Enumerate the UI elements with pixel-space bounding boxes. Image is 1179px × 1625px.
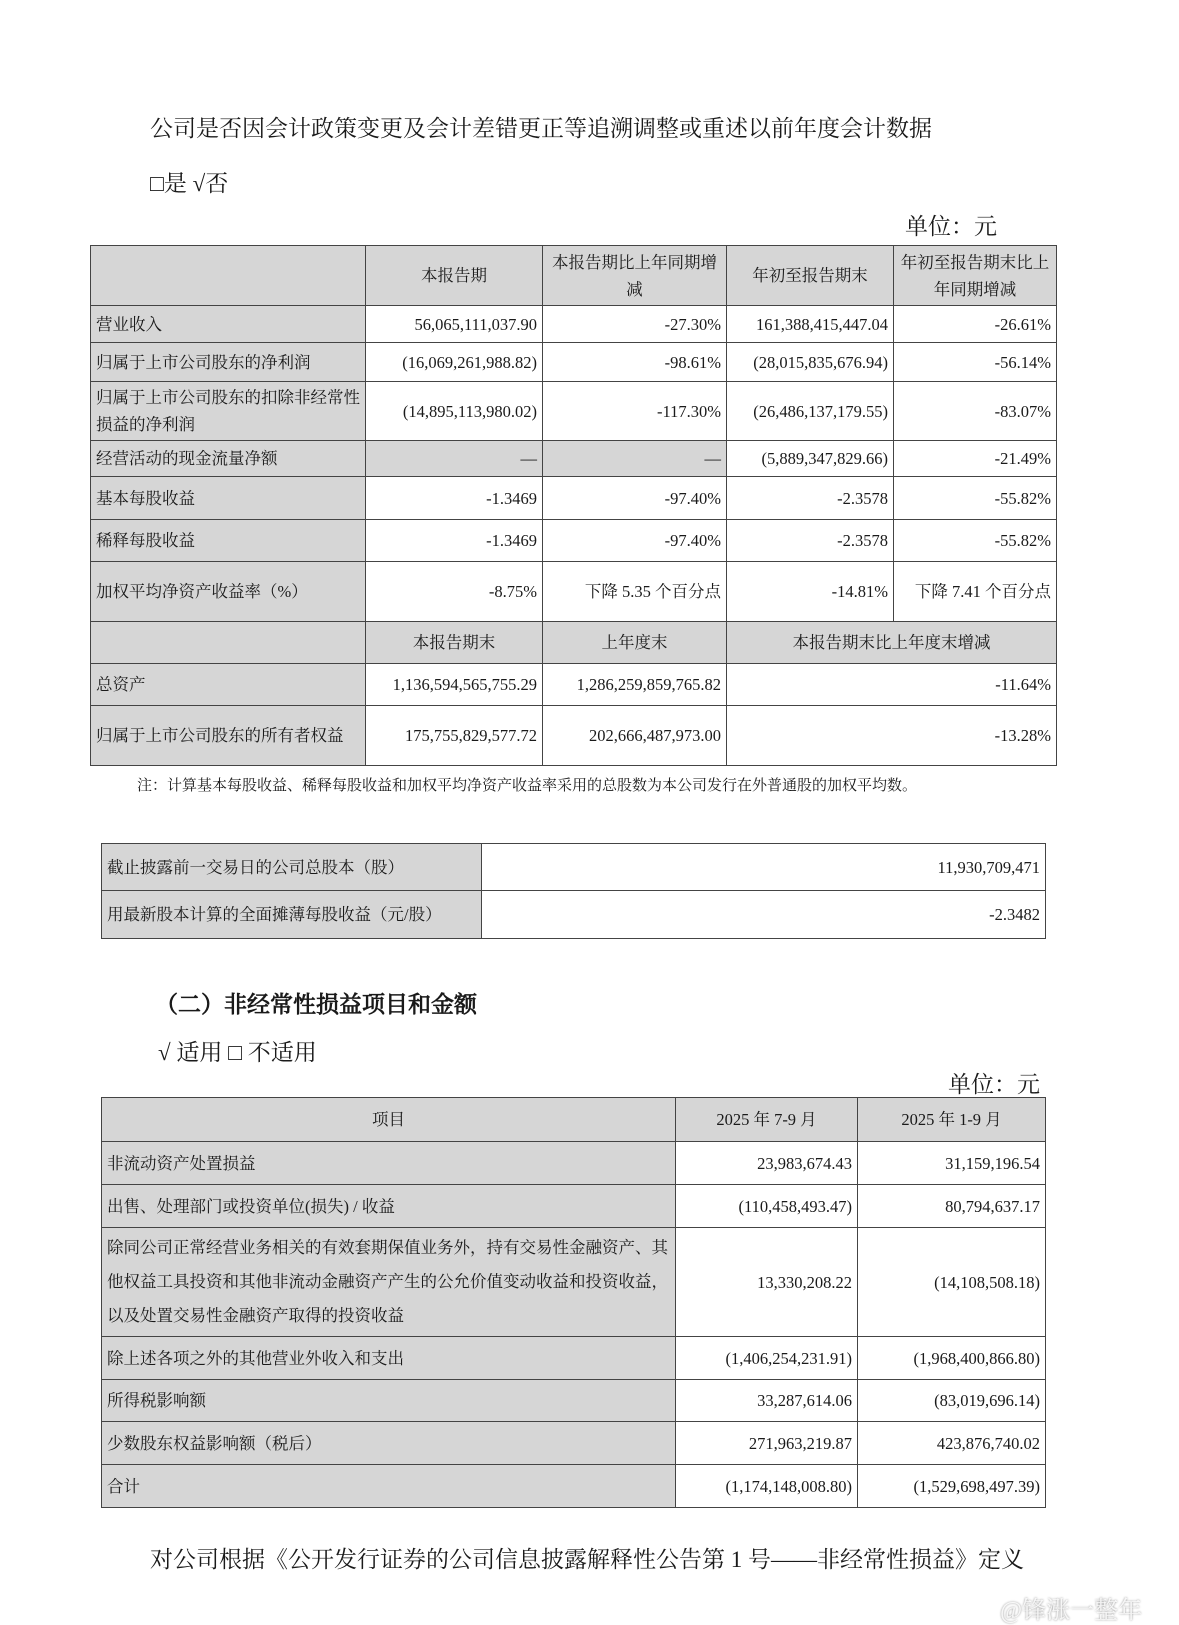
row-label: 用最新股本计算的全面摊薄每股收益（元/股）: [102, 891, 482, 939]
table-row: [102, 1380, 1046, 1422]
header-cell: 年初至报告期末: [727, 246, 894, 306]
header-cell: 2025 年 7-9 月: [676, 1098, 858, 1142]
cell: (1,968,400,866.80): [858, 1337, 1046, 1380]
cell: (1,529,698,497.39): [858, 1465, 1046, 1508]
table-row: [91, 664, 1057, 706]
unit-label: 单位：元: [905, 214, 997, 239]
row-label: 出售、处理部门或投资单位(损失) / 收益: [102, 1185, 676, 1228]
row-label: 基本每股收益: [91, 477, 366, 520]
cell: —: [543, 441, 727, 477]
cell: -26.61%: [894, 306, 1057, 343]
cell: -55.82%: [894, 520, 1057, 562]
table-row: [91, 706, 1057, 766]
cell: 1,286,259,859,765.82: [543, 664, 727, 706]
cell: (83,019,696.14): [858, 1380, 1046, 1422]
cell: (28,015,835,676.94): [727, 343, 894, 382]
row-label: 归属于上市公司股东的扣除非经常性损益的净利润: [91, 382, 366, 441]
cell: -2.3482: [482, 891, 1046, 939]
restatement-question: 公司是否因会计政策变更及会计差错更正等追溯调整或重述以前年度会计数据: [150, 116, 932, 141]
table-row: [102, 1465, 1046, 1508]
row-label: 归属于上市公司股东的净利润: [91, 343, 366, 382]
table-row: [91, 562, 1057, 622]
table-row: [102, 1337, 1046, 1380]
cell: -1.3469: [366, 520, 543, 562]
table-header-row: [91, 622, 1057, 664]
cell: 23,983,674.43: [676, 1142, 858, 1185]
header-cell: 项目: [102, 1098, 676, 1142]
section-title: （二）非经常性损益项目和金额: [155, 992, 477, 1017]
cell: (26,486,137,179.55): [727, 382, 894, 441]
row-label: 合计: [102, 1465, 676, 1508]
cell: -97.40%: [543, 520, 727, 562]
applicable-status: √ 适用 □ 不适用: [158, 1040, 317, 1065]
restatement-answer: □是 √否: [150, 171, 229, 196]
header-cell: 2025 年 1-9 月: [858, 1098, 1046, 1142]
cell: -1.3469: [366, 477, 543, 520]
header-cell: 本报告期末比上年度末增减: [727, 622, 1057, 664]
cell: 202,666,487,973.00: [543, 706, 727, 766]
header-cell: 本报告期比上年同期增减: [543, 246, 727, 306]
cell: -13.28%: [727, 706, 1057, 766]
table-header-row: [91, 246, 1057, 306]
cell: -55.82%: [894, 477, 1057, 520]
watermark: @锋涨一整年: [1000, 1598, 1143, 1624]
row-label: 非流动资产处置损益: [102, 1142, 676, 1185]
cell: (14,108,508.18): [858, 1228, 1046, 1337]
table-row: [91, 306, 1057, 343]
table-row: [102, 891, 1046, 939]
cell: -27.30%: [543, 306, 727, 343]
row-label: 总资产: [91, 664, 366, 706]
share-capital-table: [101, 843, 1046, 939]
cell: (110,458,493.47): [676, 1185, 858, 1228]
cell: (16,069,261,988.82): [366, 343, 543, 382]
cell: -21.49%: [894, 441, 1057, 477]
table-row: [91, 441, 1057, 477]
cell: -11.64%: [727, 664, 1057, 706]
row-label: 营业收入: [91, 306, 366, 343]
header-cell: 上年度末: [543, 622, 727, 664]
table-row: [91, 343, 1057, 382]
cell: 80,794,637.17: [858, 1185, 1046, 1228]
table-header-row: [102, 1098, 1046, 1142]
cell: (5,889,347,829.66): [727, 441, 894, 477]
cell: -2.3578: [727, 520, 894, 562]
cell: 33,287,614.06: [676, 1380, 858, 1422]
cell: -8.75%: [366, 562, 543, 622]
cell: 31,159,196.54: [858, 1142, 1046, 1185]
footer-text: 对公司根据《公开发行证券的公司信息披露解释性公告第 1 号——非经常性损益》定义: [150, 1547, 1024, 1572]
cell: -2.3578: [727, 477, 894, 520]
cell: (14,895,113,980.02): [366, 382, 543, 441]
cell: -56.14%: [894, 343, 1057, 382]
cell: 下降 5.35 个百分点: [543, 562, 727, 622]
non-recurring-items-table: [101, 1097, 1046, 1508]
cell: -14.81%: [727, 562, 894, 622]
cell: (1,406,254,231.91): [676, 1337, 858, 1380]
row-label: 稀释每股收益: [91, 520, 366, 562]
cell: (1,174,148,008.80): [676, 1465, 858, 1508]
table-row: [102, 1185, 1046, 1228]
row-label: 除同公司正常经营业务相关的有效套期保值业务外，持有交易性金融资产、其他权益工具投资和其他非流动金融资产产生的公允价值变动收益和投资收益，以及处置交易性金融资产取得的投资收益: [102, 1228, 676, 1337]
cell: 423,876,740.02: [858, 1422, 1046, 1465]
cell: 271,963,219.87: [676, 1422, 858, 1465]
row-label: 加权平均净资产收益率（%）: [91, 562, 366, 622]
header-cell: 本报告期末: [366, 622, 543, 664]
cell: —: [366, 441, 543, 477]
key-financials-table: [90, 245, 1057, 766]
table-row: [102, 1142, 1046, 1185]
cell: -97.40%: [543, 477, 727, 520]
cell: 1,136,594,565,755.29: [366, 664, 543, 706]
cell: -117.30%: [543, 382, 727, 441]
row-label: 截止披露前一交易日的公司总股本（股）: [102, 844, 482, 891]
row-label: 归属于上市公司股东的所有者权益: [91, 706, 366, 766]
cell: 56,065,111,037.90: [366, 306, 543, 343]
table-row: [91, 520, 1057, 562]
table-row: [102, 844, 1046, 891]
cell: 175,755,829,577.72: [366, 706, 543, 766]
table-row: [91, 382, 1057, 441]
unit-label: 单位：元: [948, 1072, 1040, 1097]
cell: 11,930,709,471: [482, 844, 1046, 891]
cell: -98.61%: [543, 343, 727, 382]
table-row: [102, 1228, 1046, 1337]
header-cell: 本报告期: [366, 246, 543, 306]
row-label: 经营活动的现金流量净额: [91, 441, 366, 477]
table-note: 注：计算基本每股收益、稀释每股收益和加权平均净资产收益率采用的总股数为本公司发行在外普通股的加权平均数。: [137, 778, 918, 794]
table-row: [102, 1422, 1046, 1465]
cell: 下降 7.41 个百分点: [894, 562, 1057, 622]
row-label: 少数股东权益影响额（税后）: [102, 1422, 676, 1465]
cell: 161,388,415,447.04: [727, 306, 894, 343]
table-row: [91, 477, 1057, 520]
row-label: 除上述各项之外的其他营业外收入和支出: [102, 1337, 676, 1380]
cell: 13,330,208.22: [676, 1228, 858, 1337]
header-cell: 年初至报告期末比上年同期增减: [894, 246, 1057, 306]
cell: -83.07%: [894, 382, 1057, 441]
row-label: 所得税影响额: [102, 1380, 676, 1422]
